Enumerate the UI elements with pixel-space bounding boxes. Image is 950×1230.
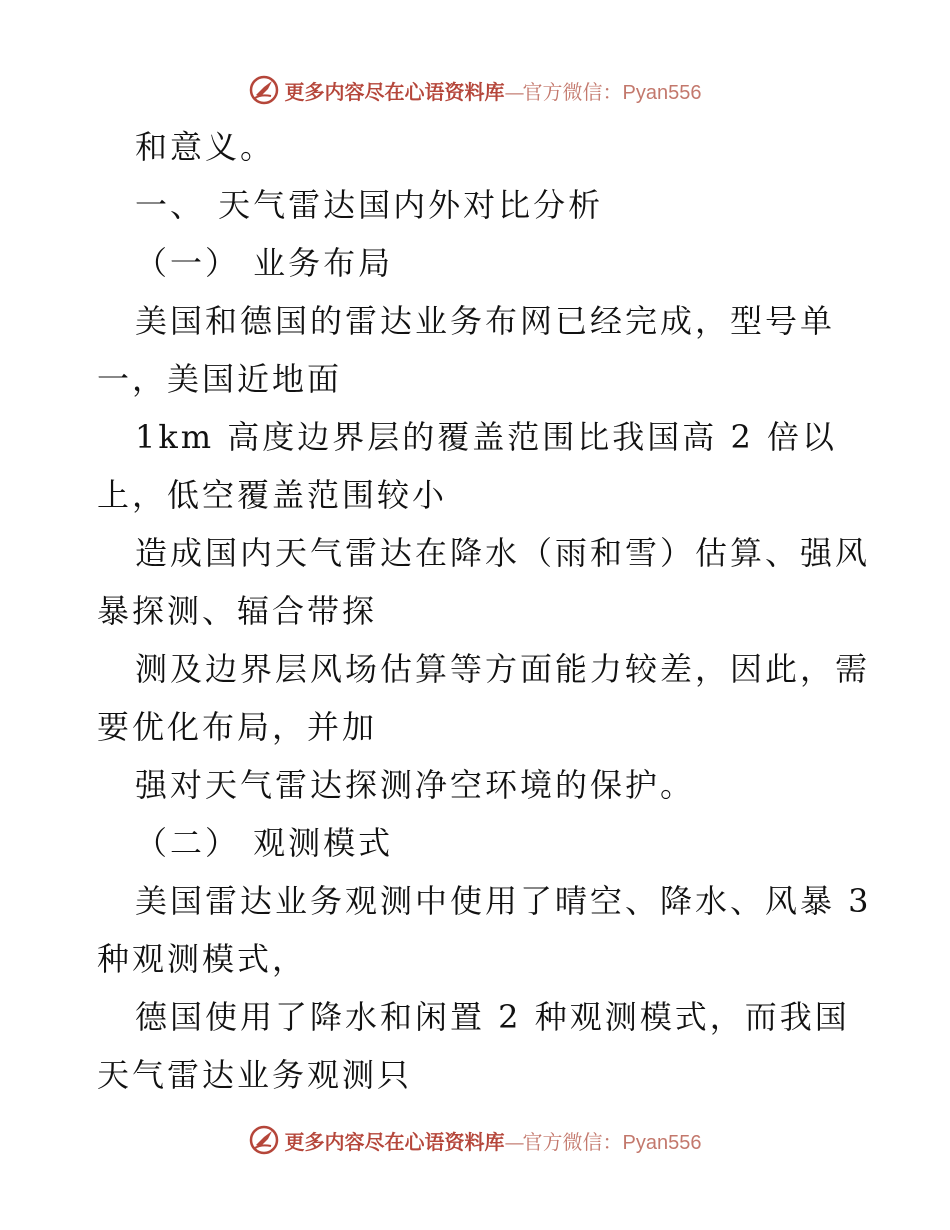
text-line: 德国使用了降水和闲置 2 种观测模式，而我国 xyxy=(135,998,850,1036)
text-line: 种观测模式， xyxy=(97,940,308,978)
text-line: 天气雷达业务观测只 xyxy=(97,1056,413,1094)
text-line: 暴探测、辐合带探 xyxy=(97,592,378,630)
text-line: 1km 高度边界层的覆盖范围比我国高 2 倍以 xyxy=(135,418,837,456)
book-feather-logo-icon xyxy=(249,1125,279,1155)
footer-banner-text: 更多内容尽在心语资料库—官方微信：Pyan556 xyxy=(284,1129,702,1154)
book-feather-logo-icon xyxy=(249,75,279,105)
text-line: 美国和德国的雷达业务布网已经完成，型号单 xyxy=(135,302,836,340)
footer-banner xyxy=(0,1120,950,1160)
subsection-heading: （一） 业务布局 xyxy=(135,244,394,282)
document-body xyxy=(97,118,872,1104)
text-line: 造成国内天气雷达在降水（雨和雪）估算、强风 xyxy=(135,534,871,572)
text-line: 上，低空覆盖范围较小 xyxy=(97,476,448,514)
text-line: 强对天气雷达探测净空环境的保护。 xyxy=(135,766,696,804)
text-line: 测及边界层风场估算等方面能力较差，因此，需 xyxy=(135,650,871,688)
subsection-heading: （二） 观测模式 xyxy=(135,824,394,862)
text-line: 一，美国近地面 xyxy=(97,360,343,398)
header-banner-text: 更多内容尽在心语资料库—官方微信：Pyan556 xyxy=(284,79,702,104)
header-banner xyxy=(0,70,950,110)
section-heading: 一、 天气雷达国内外对比分析 xyxy=(135,186,604,224)
text-line: 和意义。 xyxy=(135,128,276,166)
text-line: 美国雷达业务观测中使用了晴空、降水、风暴 3 xyxy=(135,882,872,920)
text-line: 要优化布局，并加 xyxy=(97,708,378,746)
